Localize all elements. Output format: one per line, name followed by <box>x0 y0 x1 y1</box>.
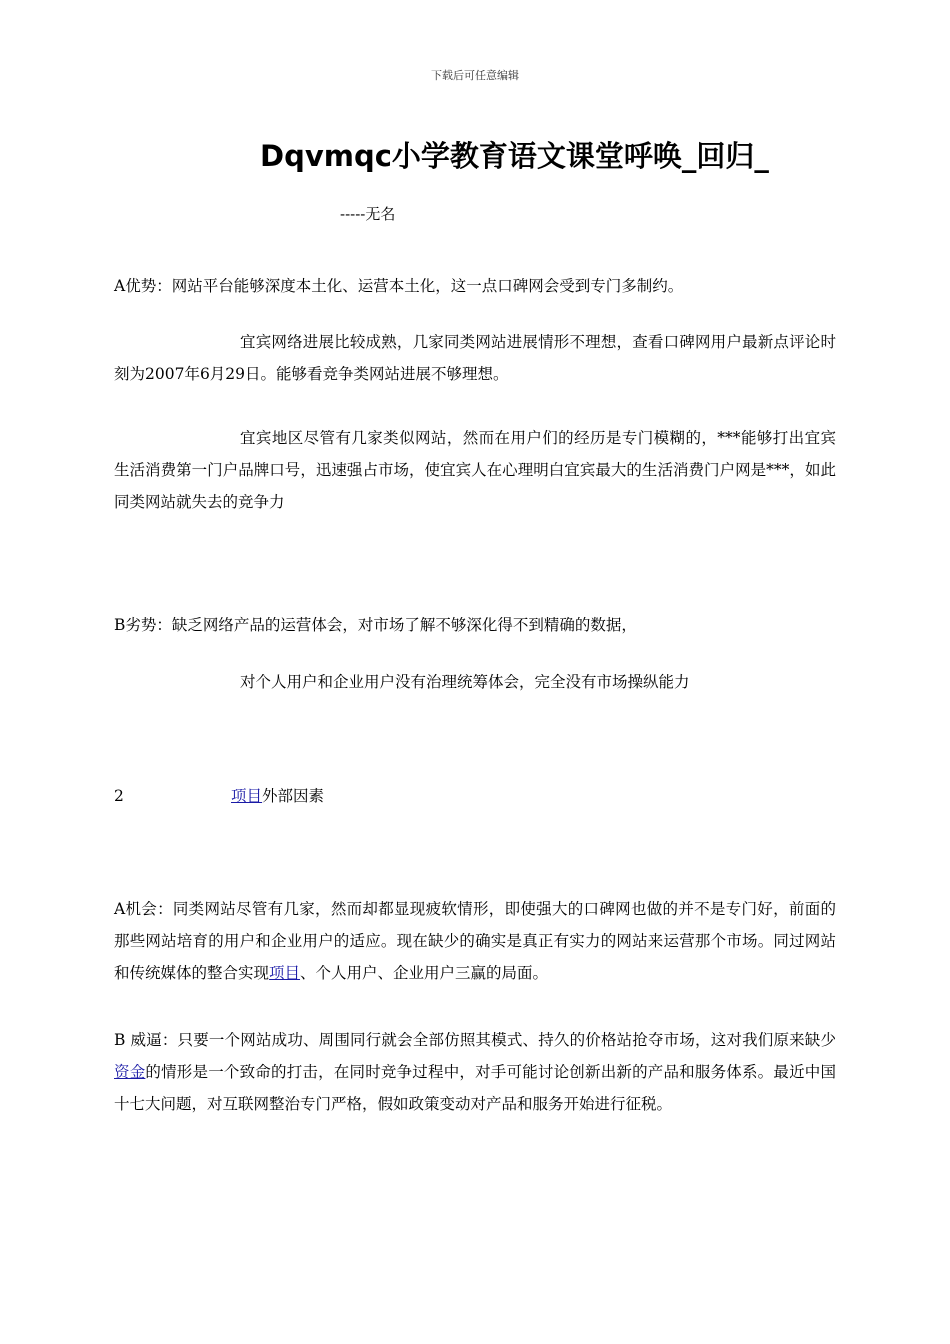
author-line: -----无名 <box>340 205 396 223</box>
opportunity-paragraph <box>114 893 836 989</box>
advantage-paragraph-1: 宜宾网络进展比较成熟，几家同类网站进展情形不理想，查看口碑网用户最新点评论时刻为2007年6月29日。能够看竞争类网站进展不够理想。 <box>114 333 836 383</box>
section-number: 2 <box>114 787 124 805</box>
section-heading <box>231 780 324 812</box>
disadvantage-heading: B劣势：缺乏网络产品的运营体会，对市场了解不够深化得不到精确的数据， <box>114 616 637 634</box>
threat-text-end: 的情形是一个致命的打击，在同时竞争过程中，对手可能讨论创新出新的产品和服务体系。最近中国十七大问题，对互联网整治专门严格，假如政策变动对产品和服务开始进行征税。 <box>114 1063 836 1113</box>
threat-text: B 威逼：只要一个网站成功、周围同行就会全部仿照其模式、持久的价格站抢夺市场，这对我们原来缺少 <box>114 1031 836 1049</box>
advantage-heading: A优势：网站平台能够深度本土化、运营本土化，这一点口碑网会受到专门多制约。 <box>114 277 684 295</box>
project-link[interactable]: 项目 <box>231 787 263 805</box>
opportunity-text-end: 、个人用户、企业用户三赢的局面。 <box>300 964 549 982</box>
header-note: 下载后可任意编辑 <box>431 69 519 82</box>
threat-paragraph <box>114 1024 836 1120</box>
opportunity-text: A机会：同类网站尽管有几家，然而却都显现疲软情形，即使强大的口碑网也做的并不是专门好，前面的那些网站培育的用户和企业用户的适应。现在缺少的确实是真正有实力的网站来运营那个市场。同过网站和传统媒体的整合实现 <box>114 900 836 982</box>
disadvantage-paragraph-1: 对个人用户和企业用户没有治理统筹体会，完全没有市场操纵能力 <box>240 673 690 691</box>
section-heading-text: 外部因素 <box>262 787 325 805</box>
project-link-inline[interactable]: 项目 <box>269 964 301 982</box>
document-title: Dqvmqc小学教育语文课堂呼唤_回归_ <box>260 139 769 173</box>
advantage-paragraph-2: 宜宾地区尽管有几家类似网站，然而在用户们的经历是专门模糊的，***能够打出宜宾生活消费第一门户品牌口号，迅速强占市场，使宜宾人在心理明白宜宾最大的生活消费门户网是***，如此同类网站就失去的竞争力 <box>114 429 836 511</box>
funds-link[interactable]: 资金 <box>114 1063 146 1081</box>
